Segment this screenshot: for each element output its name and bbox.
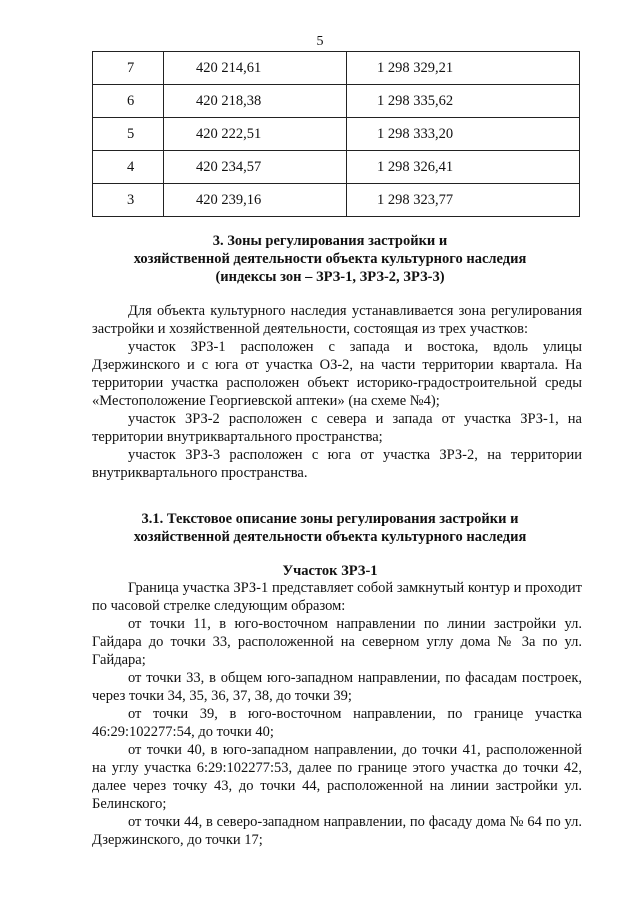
- paragraph: участок ЗРЗ-3 расположен с юга от участка ЗРЗ-2, на территории внутриквартального пространства.: [92, 447, 582, 481]
- x-coordinate-cell: 420 218,38: [164, 85, 347, 118]
- page-number: 5: [316, 34, 324, 49]
- x-coordinate-cell: 420 239,16: [164, 184, 347, 217]
- x-coordinate-cell: 420 214,61: [164, 52, 347, 85]
- paragraph: от точки 33, в общем юго-западном направлении, по фасадам построек, через точки 34, 35, 36, 37, 38, до точки 39;: [92, 670, 582, 704]
- paragraph: участок ЗРЗ-2 расположен с севера и запада от участка ЗРЗ-1, на территории внутриквартального пространства;: [92, 411, 582, 445]
- point-number-cell: 3: [93, 184, 164, 217]
- x-coordinate-cell: 420 222,51: [164, 118, 347, 151]
- paragraph: Для объекта культурного наследия устанавливается зона регулирования застройки и хозяйственной деятельности, состоящая из трех участков:: [92, 303, 582, 337]
- point-number-cell: 4: [93, 151, 164, 184]
- table-row: [93, 52, 580, 85]
- heading-line: хозяйственной деятельности объекта культурного наследия: [133, 529, 527, 545]
- section-3-1-body: [92, 579, 582, 849]
- heading-line: (индексы зон – ЗРЗ-1, ЗРЗ-2, ЗРЗ-3): [215, 269, 445, 285]
- paragraph: от точки 39, в юго-восточном направлении, по границе участка 46:29:102277:54, до точки 40;: [92, 706, 582, 740]
- y-coordinate-cell: 1 298 326,41: [347, 151, 580, 184]
- paragraph: от точки 44, в северо-западном направлении, по фасаду дома № 64 по ул. Дзержинского, до точки 17;: [92, 814, 582, 848]
- section-3-body: [92, 302, 582, 482]
- section-3-1-heading: [60, 510, 600, 546]
- coordinates-table: [92, 51, 580, 217]
- x-coordinate-cell: 420 234,57: [164, 151, 347, 184]
- point-number-cell: 6: [93, 85, 164, 118]
- point-number-cell: 5: [93, 118, 164, 151]
- point-number-cell: 7: [93, 52, 164, 85]
- paragraph: от точки 11, в юго-восточном направлении по линии застройки ул. Гайдара до точки 33, расположенной на северном углу дома № 3а по ул. Гайдара;: [92, 616, 582, 668]
- table-row: [93, 184, 580, 217]
- paragraph: от точки 40, в юго-западном направлении, до точки 41, расположенной на углу участка 6:29:102277:53, далее по границе этого участка до точки 42, далее через точку 43, до точки 44, расположенной на линии застройки ул. Белинского;: [92, 742, 582, 812]
- table-row: [93, 118, 580, 151]
- table-row: [93, 85, 580, 118]
- subsection-heading: Участок ЗРЗ-1: [282, 563, 378, 579]
- y-coordinate-cell: 1 298 333,20: [347, 118, 580, 151]
- section-3-heading: [60, 232, 600, 286]
- y-coordinate-cell: 1 298 323,77: [347, 184, 580, 217]
- paragraph: участок ЗРЗ-1 расположен с запада и востока, вдоль улицы Дзержинского и с юга от участка ОЗ-2, на части территории квартала. На территории участка расположен объект историко-градостроительной среды «Местоположение Георгиевской аптеки» (на схеме №4);: [92, 339, 582, 409]
- paragraph: Граница участка ЗРЗ-1 представляет собой замкнутый контур и проходит по часовой стрелке следующим образом:: [92, 580, 582, 614]
- heading-line: 3.1. Текстовое описание зоны регулирования застройки и: [141, 511, 519, 527]
- table-row: [93, 151, 580, 184]
- heading-line: 3. Зоны регулирования застройки и: [212, 233, 448, 249]
- y-coordinate-cell: 1 298 329,21: [347, 52, 580, 85]
- y-coordinate-cell: 1 298 335,62: [347, 85, 580, 118]
- heading-line: хозяйственной деятельности объекта культурного наследия: [133, 251, 527, 267]
